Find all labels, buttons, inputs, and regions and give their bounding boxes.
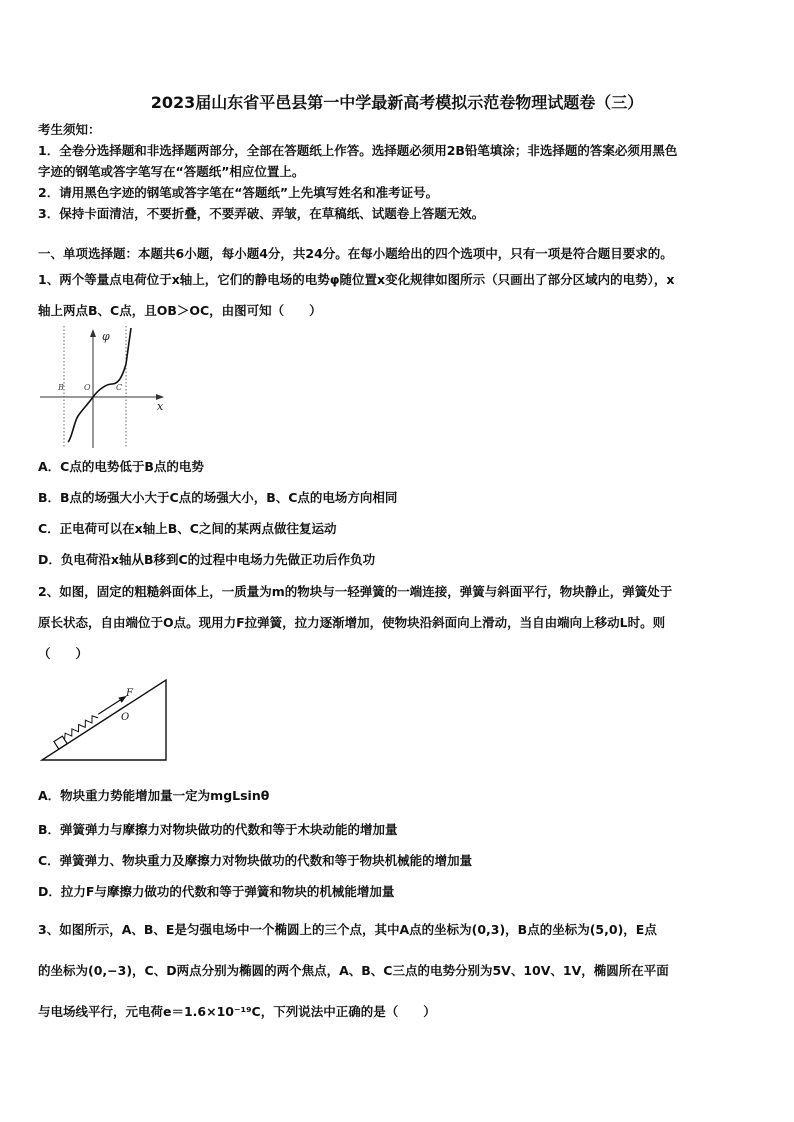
notice-heading: 考生须知： (38, 122, 101, 137)
q1-option-d: D．负电荷沿x轴从B移到C的过程中电场力先做正功后作负功 (38, 552, 376, 567)
q2-stem-line3: （ ） (38, 646, 89, 661)
page-title: 2023届山东省平邑县第一中学最新高考模拟示范卷物理试题卷（三） (150, 93, 644, 112)
origin-label: O (84, 383, 91, 392)
q1-option-a: A．C点的电势低于B点的电势 (38, 459, 204, 474)
section-heading: 一、单项选择题：本题共6小题，每小题4分，共24分。在每小题给出的四个选项中，只有一项是符合题目要求的。 (38, 246, 673, 261)
q3-stem-line2: 的坐标为(0,−3)，C、D两点分别为椭圆的两个焦点，A、B、C三点的电势分别为5V、10V、1V，椭圆所在平面 (38, 963, 669, 978)
x-axis-label: x (157, 400, 164, 413)
q2-option-b: B．弹簧弹力与摩擦力对物块做功的代数和等于木块动能的增加量 (38, 822, 398, 837)
q2-option-c: C．弹簧弹力、物块重力及摩擦力对物块做功的代数和等于物块机械能的增加量 (38, 853, 473, 868)
free-end-label: O (121, 712, 130, 723)
q1-option-c: C．正电荷可以在x轴上B、C之间的某两点做往复运动 (38, 521, 337, 536)
notice-item: 3．保持卡面清洁，不要折叠，不要弄破、弄皱，在草稿纸、试题卷上答题无效。 (38, 206, 485, 221)
q2-stem-line2: 原长状态，自由端位于O点。现用力F拉弹簧，拉力逐渐增加，使物块沿斜面向上滑动，当自由端向上移动L时。则 (38, 615, 666, 630)
notice-item: 字迹的钢笔或答字笔写在“答题纸”相应位置上。 (38, 164, 305, 179)
notice-item: 2．请用黑色字迹的钢笔或答字笔在“答题纸”上先填写姓名和准考证号。 (38, 185, 439, 200)
point-b-label: B (58, 383, 64, 392)
phi-axis-label: φ (102, 330, 110, 343)
force-label: F (126, 688, 133, 699)
q2-stem-line1: 2、如图，固定的粗糙斜面体上，一质量为m的物块与一轻弹簧的一端连接，弹簧与斜面平行，物块静止，弹簧处于 (38, 584, 673, 599)
q3-stem-line1: 3、如图所示，A、B、E是匀强电场中一个椭圆上的三个点，其中A点的坐标为(0,3)，B点的坐标为(5,0)，E点 (38, 922, 657, 937)
point-c-label: C (116, 383, 123, 392)
q1-stem-line1: 1、两个等量点电荷位于x轴上，它们的静电场的电势φ随位置x变化规律如图所示（只画出了部分区域内的电势），x (38, 272, 675, 287)
q1-potential-graph (36, 326, 170, 452)
q1-stem-line2: 轴上两点B、C点，且OB＞OC，由图可知（ ） (38, 303, 322, 318)
q2-option-a: A．物块重力势能增加量一定为mgLsinθ (38, 788, 270, 803)
notice-item: 1．全卷分选择题和非选择题两部分，全部在答题纸上作答。选择题必须用2B铅笔填涂；非选择题的答案必须用黑色 (38, 143, 678, 158)
q2-incline-figure (38, 676, 172, 764)
q2-option-d: D．拉力F与摩擦力做功的代数和等于弹簧和物块的机械能增加量 (38, 884, 395, 899)
q1-option-b: B．B点的场强大小大于C点的场强大小，B、C点的电场方向相同 (38, 490, 398, 505)
q3-stem-line3: 与电场线平行，元电荷e＝1.6×10⁻¹⁹C，下列说法中正确的是（ ） (38, 1004, 436, 1019)
